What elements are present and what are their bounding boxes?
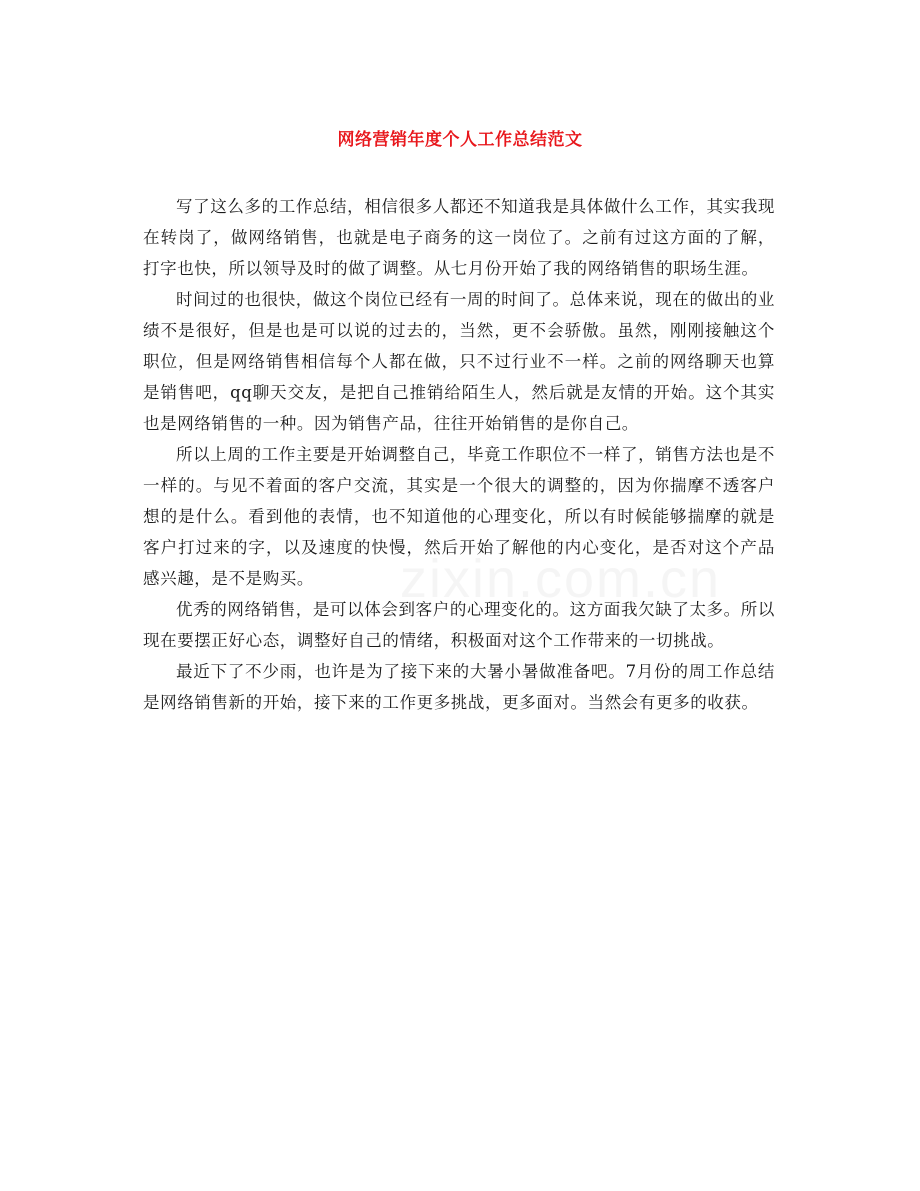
paragraph-1: 写了这么多的工作总结，相信很多人都还不知道我是具体做什么工作，其实我现在转岗了，做网络销售，也就是电子商务的这一岗位了。之前有过这方面的了解，打字也快，所以领导及时的做了调整。从七月份开始了我的网络销售的职场生涯。 bbox=[143, 197, 775, 278]
document-body bbox=[143, 191, 775, 718]
paragraph-2: 时间过的也很快，做这个岗位已经有一周的时间了。总体来说，现在的做出的业绩不是很好，但是也是可以说的过去的，当然，更不会骄傲。虽然，刚刚接触这个职位，但是网络销售相信每个人都在做，只不过行业不一样。之前的网络聊天也算是销售吧，qq聊天交友，是把自己推销给陌生人，然后就是友情的开始。这个其实也是网络销售的一种。因为销售产品，往往开始销售的是你自己。 bbox=[143, 290, 775, 433]
paragraph-5: 最近下了不少雨，也许是为了接下来的大暑小暑做准备吧。7月份的周工作总结是网络销售新的开始，接下来的工作更多挑战，更多面对。当然会有更多的收获。 bbox=[143, 662, 775, 712]
paragraph-4: 优秀的网络销售，是可以体会到客户的心理变化的。这方面我欠缺了太多。所以现在要摆正好心态，调整好自己的情绪，积极面对这个工作带来的一切挑战。 bbox=[143, 600, 775, 650]
paragraph-3: 所以上周的工作主要是开始调整自己，毕竟工作职位不一样了，销售方法也是不一样的。与见不着面的客户交流，其实是一个很大的调整的，因为你揣摩不透客户想的是什么。看到他的表情，也不知道他的心理变化，所以有时候能够揣摩的就是客户打过来的字，以及速度的快慢，然后开始了解他的内心变化，是否对这个产品感兴趣，是不是购买。 bbox=[143, 445, 775, 588]
document-title: 网络营销年度个人工作总结范文 bbox=[337, 130, 583, 150]
watermark-logo: zixin.com.cn bbox=[400, 549, 722, 609]
